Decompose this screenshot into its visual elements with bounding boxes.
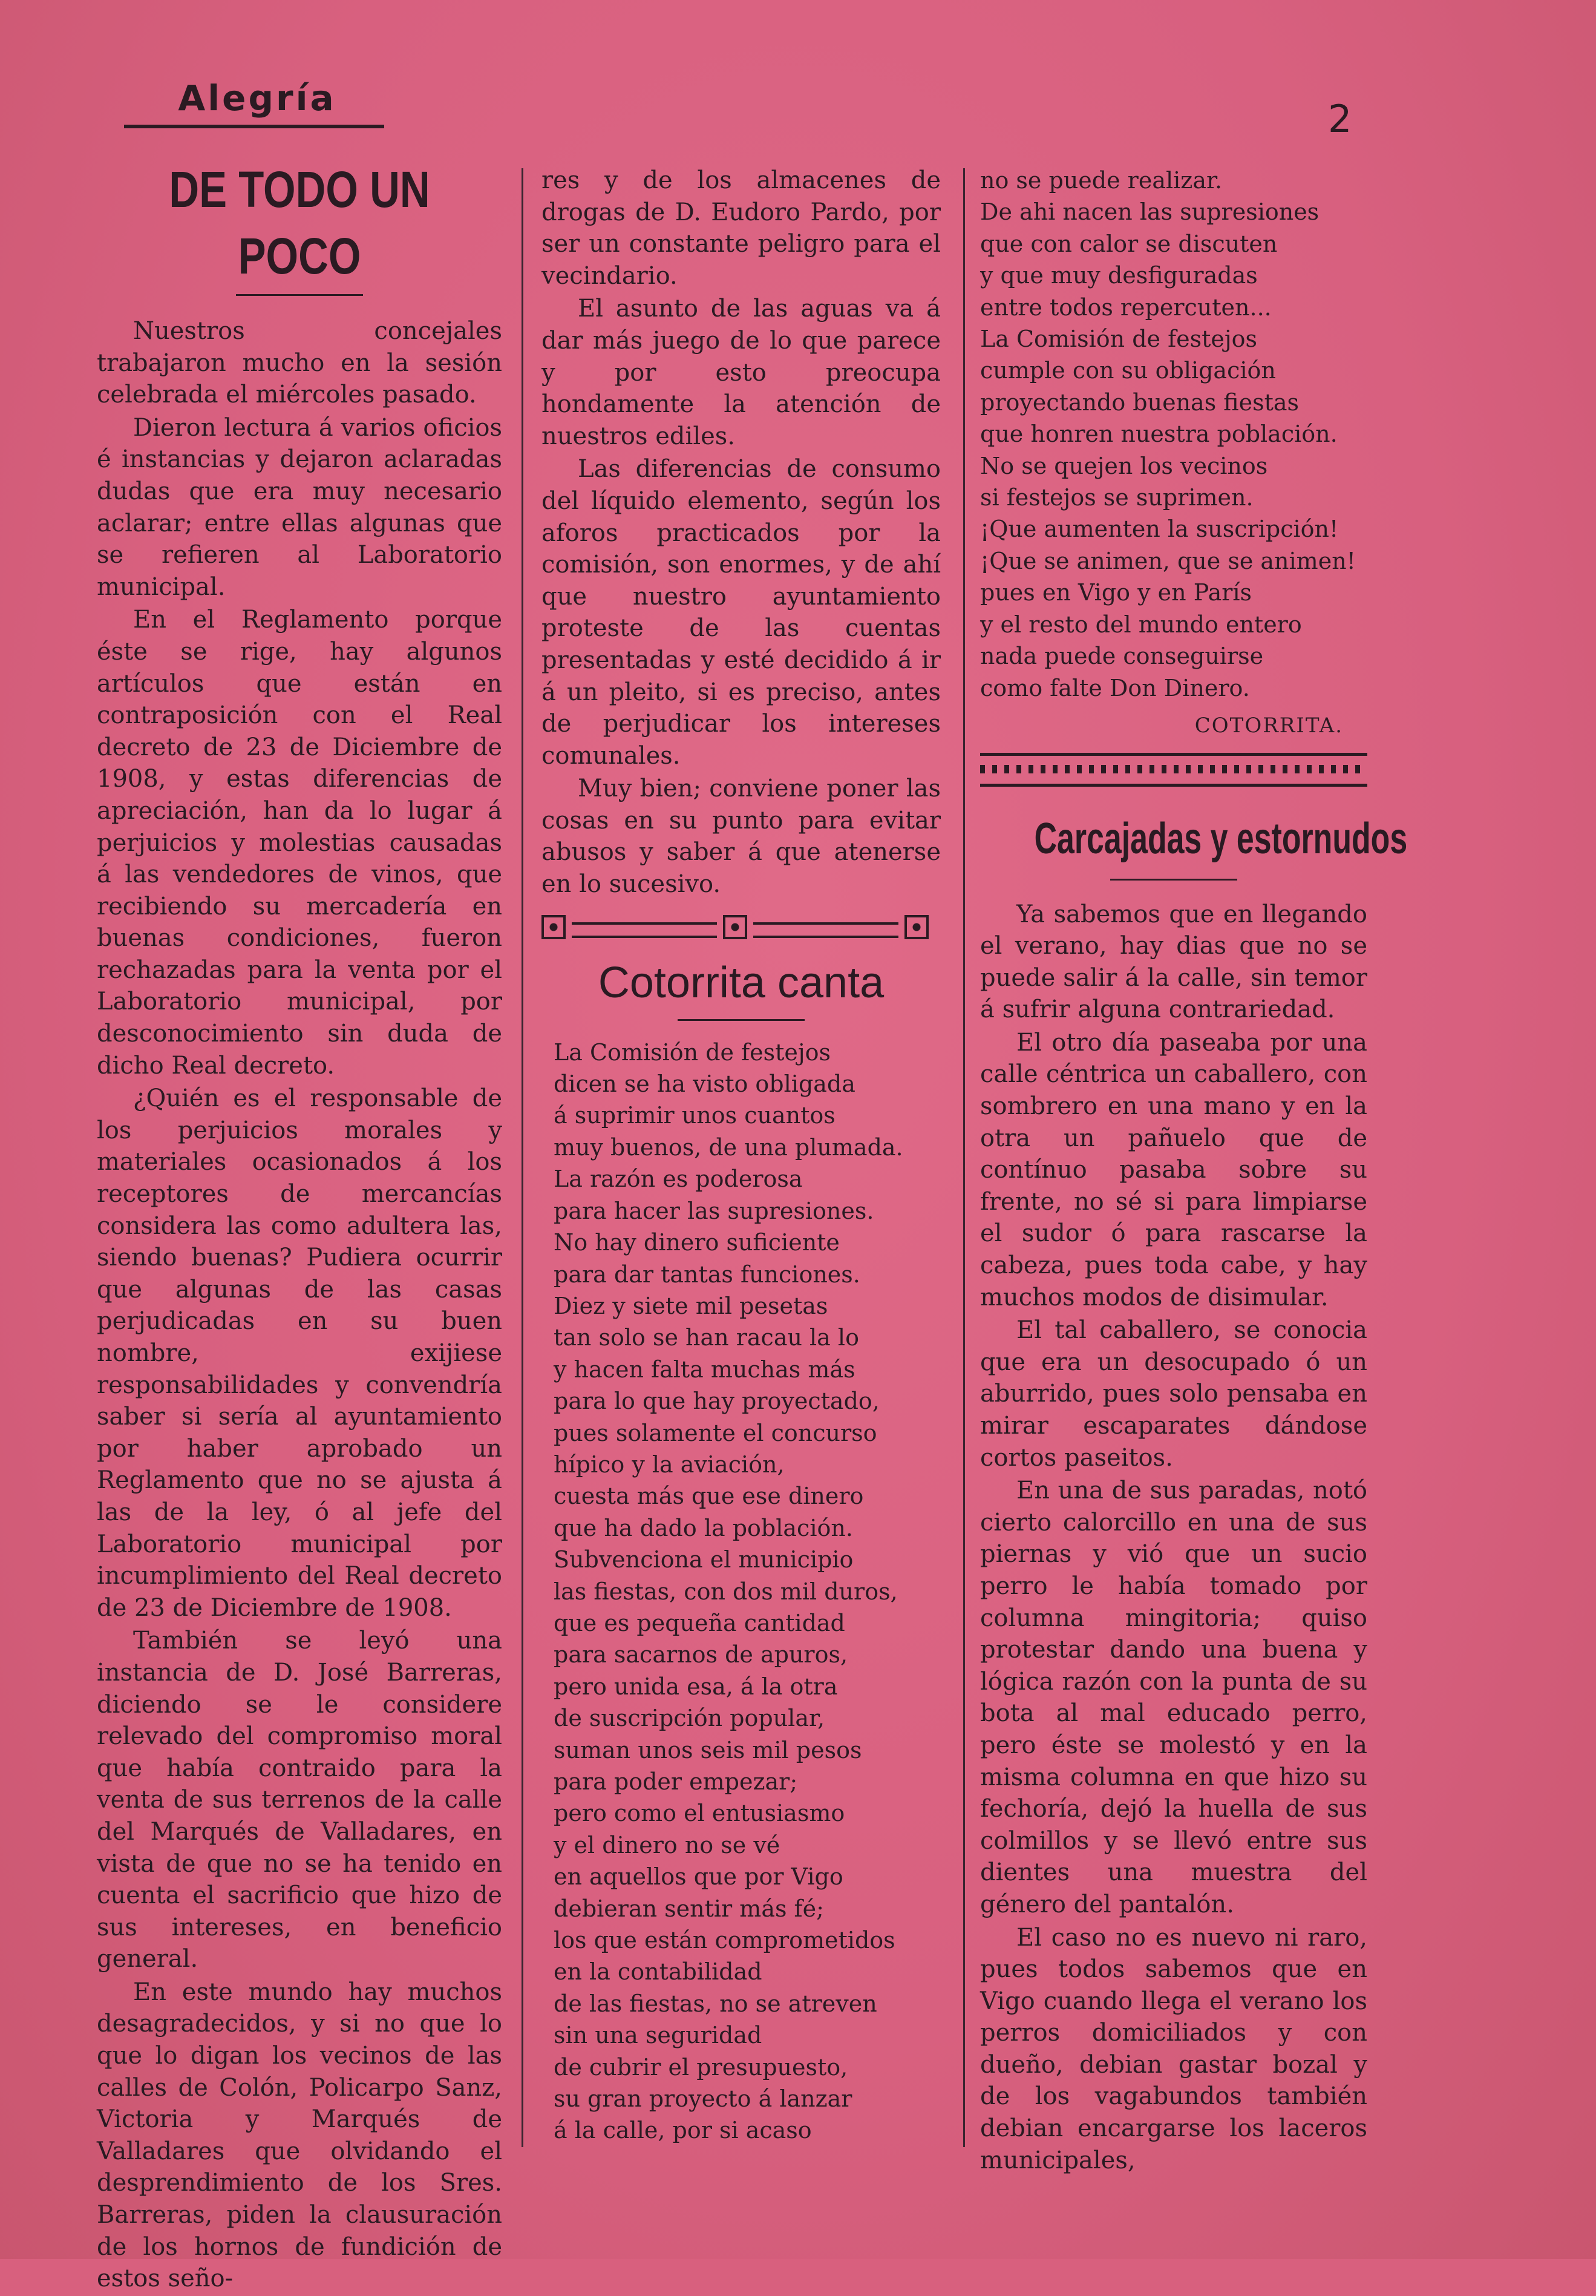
poem-line: cuesta más que ese dinero <box>554 1483 864 1510</box>
column-1 <box>97 156 502 2296</box>
poem-line: en la contabilidad <box>554 1958 762 1986</box>
poem-line: no se puede realizar. <box>980 167 1223 194</box>
masthead-rule <box>124 125 384 128</box>
column-2 <box>541 165 941 2147</box>
poem-line: las fiestas, con dos mil duros, <box>554 1578 898 1605</box>
poem-line: para poder empezar; <box>554 1768 798 1795</box>
ornamental-divider <box>541 914 941 942</box>
column-3 <box>980 165 1408 2177</box>
column-divider-1 <box>522 168 523 2147</box>
poem-line: nada puede conseguirse <box>980 643 1264 670</box>
article-title-de-todo-un-poco: DE TODO UN POCO <box>169 161 430 284</box>
col1-paragraph-2: Dieron lectura á varios oficios é instancias y dejaron aclaradas dudas que era muy necesario aclarar; entre ellas algunas que se refieren al Laboratorio municipal. <box>97 413 502 601</box>
signature: COTORRITA. <box>1194 713 1343 738</box>
col1-paragraph-1: Nuestros concejales trabajaron mucho en la sesión celebrada el miércoles pasado. <box>97 317 502 409</box>
poem-line: proyectando buenas fiestas <box>980 389 1300 416</box>
poem-line: á suprimir unos cuantos <box>554 1102 836 1129</box>
column-divider-2 <box>963 168 965 2147</box>
poem-line: de suscripción popular, <box>554 1705 825 1732</box>
col1-paragraph-4: ¿Quién es el responsable de los perjuicios morales y materiales ocasionados á los receptores de mercancías considera las como adultera las, siendo buenas? Pudiera ocurrir que algunas de las casas perjudicadas en su buen nombre, exijiese responsabilidades y convendría saber si sería al ayuntamiento por haber aprobado un Reglamento que no se ajusta á las de la ley, ó al jefe del Laboratorio municipal por incumplimiento del Real decreto de 23 de Diciembre de 1908. <box>97 1084 502 1622</box>
poem-line: para lo que hay proyectado, <box>554 1388 880 1415</box>
col1-paragraph-5: También se leyó una instancia de D. José Barreras, diciendo se le considere relevado del compromiso moral que había contraido para la venta de sus terrenos de la calle del Marqués de Valladares, en vista de que no se ha tenido en cuenta el sacrificio que hizo de sus intereses, en beneficio general. <box>97 1627 502 1973</box>
poem-line: de las fiestas, no se atreven <box>554 1990 877 2017</box>
col2-paragraph-4: Muy bien; conviene poner las cosas en su punto para evitar abusos y saber á que atenerse en lo sucesivo. <box>541 775 941 899</box>
poem-line: pues en Vigo y en París <box>980 579 1252 606</box>
poem-line: que con calor se discuten <box>980 230 1278 257</box>
poem-line: para sacarnos de apuros, <box>554 1641 848 1668</box>
col3-paragraph-1: Ya sabemos que en llegando el verano, hay dias que no se puede salir á la calle, sin temor á sufrir alguna contrariedad. <box>980 900 1367 1024</box>
poem-lines <box>541 1037 941 2147</box>
poem-line: ¡Que aumenten la suscripción! <box>980 516 1339 543</box>
poem-line: hípico y la aviación, <box>554 1451 785 1478</box>
title2-underline <box>1110 879 1237 881</box>
poem-line: suman unos seis mil pesos <box>554 1736 862 1763</box>
poem-line: para hacer las supresiones. <box>554 1197 874 1224</box>
col3-paragraph-5: El caso no es nuevo ni raro, pues todos sabemos que en Vigo cuando llega el verano los perros domiciliados y con dueño, debian gastar bozal y de los vagabundos también debian encargarse los laceros municipales, <box>980 1923 1367 2174</box>
poem-line: los que están comprometidos <box>554 1927 895 1954</box>
poem-line: y hacen falta muchas más <box>554 1356 855 1383</box>
col2-paragraph-1: res y de los almacenes de drogas de D. Eudoro Pardo, por ser un constante peligro para el vecindario. <box>541 166 941 290</box>
poem-line: y el resto del mundo entero <box>980 611 1302 638</box>
poem-line: entre todos repercuten... <box>980 294 1272 321</box>
poem-line: La Comisión de festejos <box>554 1038 831 1066</box>
poem-line: La razón es poderosa <box>554 1166 803 1193</box>
poem-line: sin una seguridad <box>554 2022 762 2049</box>
ornamental-divider-2 <box>980 753 1367 787</box>
poem-line: si festejos se suprimen. <box>980 484 1254 511</box>
poem-line: Subvenciona el municipio <box>554 1546 854 1573</box>
poem-line: pero como el entusiasmo <box>554 1800 845 1827</box>
poem-line: como falte Don Dinero. <box>980 674 1250 701</box>
col3-paragraph-2: El otro día paseaba por una calle céntrica un caballero, con sombrero en una mano y en la otra un pañuelo que de contínuo pasaba sobre su frente, no sé si para limpiarse el sudor ó para rascarse la cabeza, pues toda cabe, y hay muchos modos de disimular. <box>980 1028 1367 1311</box>
poem-line: No hay dinero suficiente <box>554 1229 840 1256</box>
poem-line: tan solo se han racau la lo <box>554 1324 859 1351</box>
page-number: 2 <box>1328 97 1352 141</box>
poem-title-cotorrita-canta: Cotorrita canta <box>598 958 885 1007</box>
poem-line: La Comisión de festejos <box>980 326 1258 353</box>
poem-title-underline <box>678 1019 805 1021</box>
poem-line: pues solamente el concurso <box>554 1419 877 1446</box>
poem-line: muy buenos, de una plumada. <box>554 1133 903 1161</box>
poem-line: su gran proyecto á lanzar <box>554 2085 852 2113</box>
poem-line: De ahi nacen las supresiones <box>980 198 1320 226</box>
poem-line: en aquellos que por Vigo <box>554 1863 843 1891</box>
poem-line: que ha dado la población. <box>554 1514 853 1541</box>
poem-line: de cubrir el presupuesto, <box>554 2053 848 2081</box>
col1-paragraph-3: En el Reglamento porque éste se rige, hay algunos artículos que están en contraposición con el Real decreto de 23 de Diciembre de 1908, y estas diferencias de apreciación, han da lo lugar á perjuicios y molestias causadas á las vendedores de vinos, que recibiendo su mercadería en buenas condiciones, fueron rechazadas para la venta por el Laboratorio municipal, por desconocimiento sin duda de dicho Real decreto. <box>97 606 502 1080</box>
poem-line: pero unida esa, á la otra <box>554 1673 838 1700</box>
poem-line: debieran sentir más fé; <box>554 1895 824 1922</box>
poem-continuation <box>980 165 1367 704</box>
title-underline <box>236 294 363 296</box>
col3-paragraph-4: En una de sus paradas, notó cierto calorcillo en una de sus piernas y vió que un sucio perro le había tomado por columna mingitoria; quiso protestar dando una buena y lógica razón con la punta de su bota al mal educado perro, pero éste se molestó y en la misma columna en que hizo su fechoría, dejó la huella de sus colmillos y se llevó entre sus dientes una muestra del género del pantalón. <box>980 1477 1367 1918</box>
col2-paragraph-2: El asunto de las aguas va á dar más juego de lo que parece y por esto preocupa hondamente la atención de nuestros ediles. <box>541 295 941 450</box>
poem-line: Diez y siete mil pesetas <box>554 1292 828 1319</box>
poem-line: para dar tantas funciones. <box>554 1261 860 1288</box>
col1-paragraph-6: En este mundo hay muchos desagradecidos, y si no que lo que lo digan los vecinos de las calles de Colón, Policarpo Sanz, Victoria y Marqués de Valladares que olvidando el desprendimiento de los Sres. Barreras, piden la clausuración de los hornos de fundición de estos seño- <box>97 1978 502 2293</box>
col3-paragraph-3: El tal caballero, se conocia que era un desocupado ó un aburrido, pues solo pensaba en mirar escaparates dándose cortos paseitos. <box>980 1316 1367 1472</box>
poem-line: ¡Que se animen, que se animen! <box>980 547 1356 574</box>
col2-paragraph-3: Las diferencias de consumo del líquido elemento, según los aforos practicados por la comisión, son enormes, y de ahí que nuestro ayuntamiento proteste de las cuentas presentadas y esté decidido á ir á un pleito, si es preciso, antes de perjudicar los intereses comunales. <box>541 455 941 770</box>
poem-line: No se quejen los vecinos <box>980 452 1268 479</box>
masthead-title: Alegría <box>178 77 336 119</box>
poem-line: y el dinero no se vé <box>554 1831 780 1858</box>
article-title-carcajadas: Carcajadas y estornudos <box>1034 814 1408 863</box>
poem-line: y que muy desfiguradas <box>980 262 1258 289</box>
poem-line: que es pequeña cantidad <box>554 1609 845 1636</box>
poem-line: cumple con su obligación <box>980 357 1276 384</box>
poem-line: á la calle, por si acaso <box>554 2117 812 2144</box>
poem-line: dicen se ha visto obligada <box>554 1071 855 1098</box>
poem-line: que honren nuestra población. <box>980 421 1338 448</box>
